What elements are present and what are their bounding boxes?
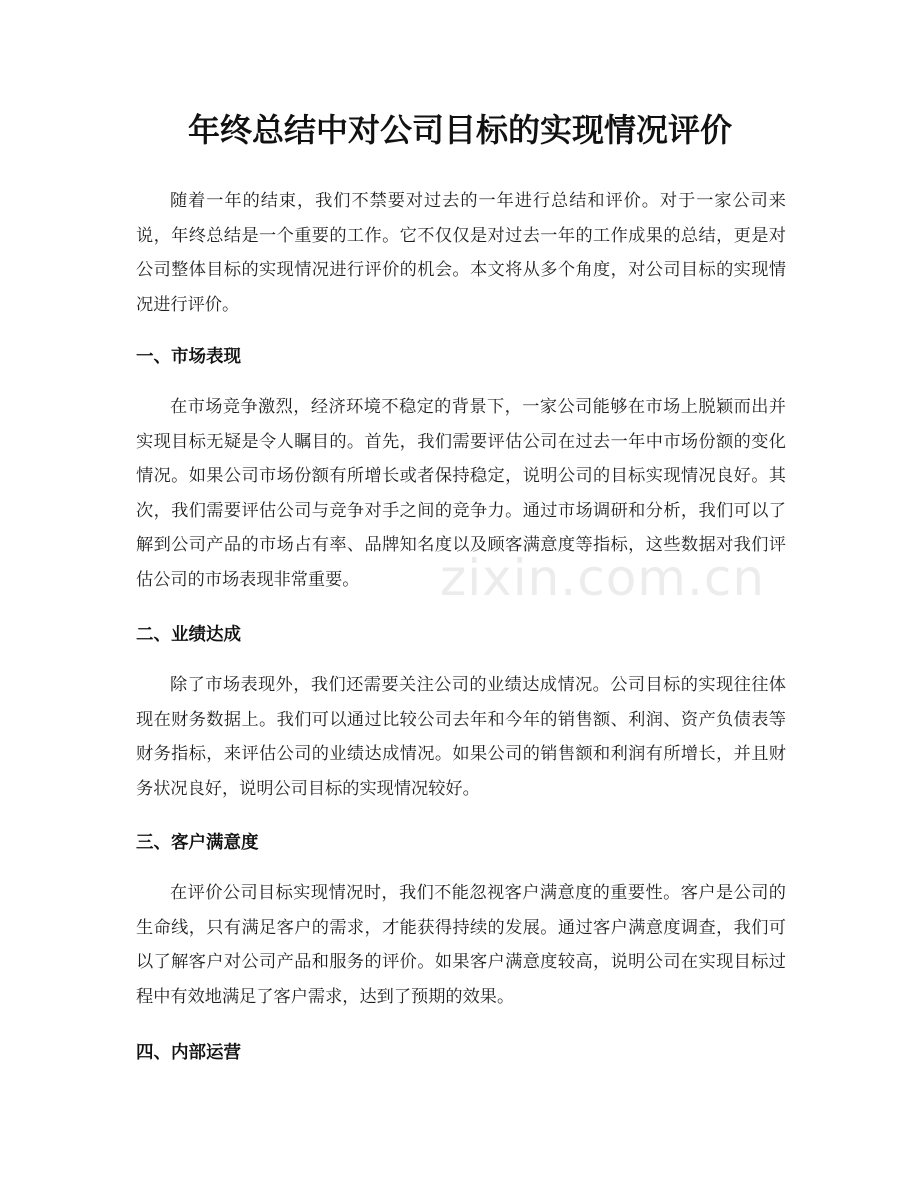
watermark: zixin.com.cn: [440, 549, 766, 607]
section-body-customer: 在评价公司目标实现情况时，我们不能忽视客户满意度的重要性。客户是公司的生命线，只有满足客户的需求，才能获得持续的发展。通过客户满意度调查，我们可以了解客户对公司产品和服务的评价。如果客户满意度较高，说明公司在实现目标过程中有效地满足了客户需求，达到了预期的效果。: [136, 883, 786, 1007]
section-heading-performance: 二、业绩达成: [136, 625, 241, 645]
section-heading-operations: 四、内部运营: [136, 1043, 241, 1063]
section-heading-customer: 三、客户满意度: [136, 833, 259, 853]
section-heading-market: 一、市场表现: [136, 347, 241, 367]
intro-paragraph: 随着一年的结束，我们不禁要对过去的一年进行总结和评价。对于一家公司来说，年终总结是一个重要的工作。它不仅仅是对过去一年的工作成果的总结，更是对公司整体目标的实现情况进行评价的机会。本文将从多个角度，对公司目标的实现情况进行评价。: [136, 191, 786, 315]
section-body-performance: 除了市场表现外，我们还需要关注公司的业绩达成情况。公司目标的实现往往体现在财务数据上。我们可以通过比较公司去年和今年的销售额、利润、资产负债表等财务指标，来评估公司的业绩达成情况。如果公司的销售额和利润有所增长，并且财务状况良好，说明公司目标的实现情况较好。: [136, 675, 786, 799]
document-title: 年终总结中对公司目标的实现情况评价: [187, 111, 732, 149]
section-body-market: 在市场竞争激烈，经济环境不稳定的背景下，一家公司能够在市场上脱颖而出并实现目标无疑是令人瞩目的。首先，我们需要评估公司在过去一年中市场份额的变化情况。如果公司市场份额有所增长或者保持稳定，说明公司的目标实现情况良好。其次，我们需要评估公司与竞争对手之间的竞争力。通过市场调研和分析，我们可以了解到公司产品的市场占有率、品牌知名度以及顾客满意度等指标，这些数据对我们评估公司的市场表现非常重要。: [136, 397, 786, 590]
